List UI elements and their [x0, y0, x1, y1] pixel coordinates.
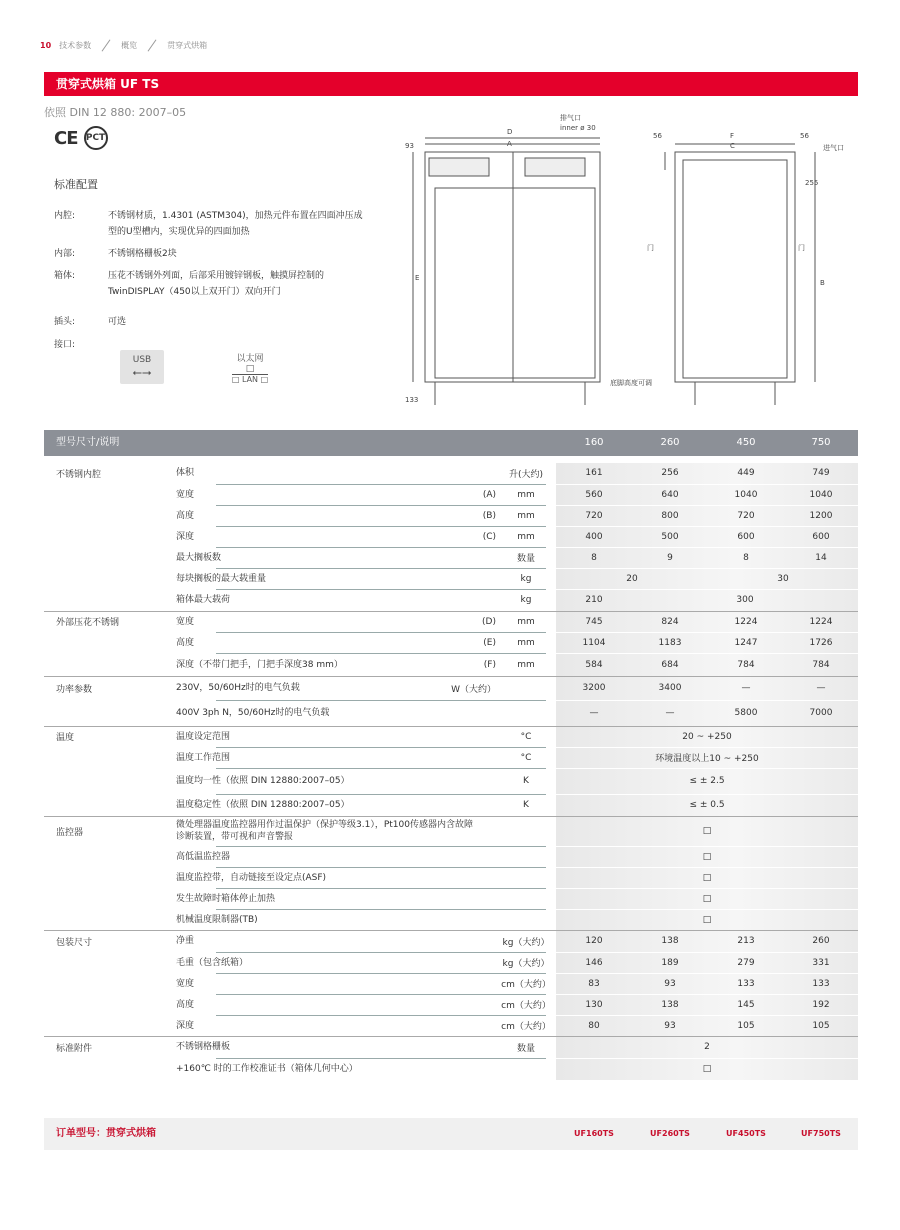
row-value: — — [589, 708, 599, 718]
row-unit: kg — [520, 573, 532, 584]
row-value: 584 — [585, 659, 603, 670]
order-code: UF450TS — [726, 1129, 766, 1138]
row-divider — [44, 726, 858, 727]
row-value: 138 — [661, 936, 679, 946]
row-value: 环境温度以上10 ~ +250 — [655, 754, 759, 764]
table-row — [44, 676, 858, 700]
row-item-label: 温度监控带，自动链接至设定点(ASF) — [176, 872, 327, 883]
row-item-label: 体积 — [176, 468, 195, 478]
row-value: 720 — [585, 510, 603, 521]
row-value: — — [816, 683, 826, 693]
usb-interface — [120, 350, 164, 384]
row-value: 1200 — [809, 510, 833, 521]
row-value: 1224 — [734, 616, 758, 627]
row-divider — [44, 930, 858, 931]
row-item-label: 宽度 — [176, 616, 195, 627]
table-row — [44, 547, 858, 568]
row-item-label: 温度均一性（依照 DIN 12880:2007–05） — [176, 776, 350, 786]
row-divider — [216, 700, 546, 701]
row-divider — [216, 484, 546, 485]
config-value: 压花不锈钢外列面，后部采用镀锌钢板，触摸屏控制的TwinDISPLAY（450以上双开门）双向开门 — [108, 271, 325, 297]
row-item-label: 每块搁板的最大载重量 — [176, 573, 267, 584]
svg-text:B: B — [820, 279, 825, 287]
table-row — [44, 611, 858, 632]
table-row — [44, 888, 858, 909]
config-heading: 标准配置 — [54, 178, 98, 191]
table-row — [44, 700, 858, 726]
exhaust-size-label: inner ø 30 — [560, 124, 596, 132]
row-divider — [216, 952, 546, 953]
table-row — [44, 816, 858, 846]
row-value: 189 — [661, 957, 679, 968]
row-divider — [216, 867, 546, 868]
row-value: 161 — [585, 468, 603, 478]
row-value: □ — [702, 893, 712, 904]
order-code: UF160TS — [574, 1129, 614, 1138]
spec-table — [44, 462, 858, 1112]
config-key: 接口: — [54, 340, 76, 350]
table-row — [44, 794, 858, 816]
table-row — [44, 846, 858, 867]
order-label: 订单型号：贯穿式烘箱 — [56, 1128, 156, 1139]
ethernet-icon: 以太网 □ □ LAN □ — [228, 350, 272, 384]
usb-glyph: ⭠⭢ — [132, 364, 152, 379]
row-divider — [44, 1036, 858, 1037]
row-item-label: 发生故障时箱体停止加热 — [176, 893, 276, 904]
row-divider — [216, 1015, 546, 1016]
breadcrumb-item: 概览 — [121, 41, 138, 50]
row-divider — [216, 547, 546, 548]
svg-text:56: 56 — [653, 132, 662, 140]
row-value: 800 — [661, 510, 679, 521]
row-item-label: 箱体最大载荷 — [176, 595, 231, 605]
svg-text:93: 93 — [405, 142, 414, 150]
svg-text:133: 133 — [405, 396, 419, 404]
row-item-label: 宽度 — [176, 489, 195, 500]
table-row — [44, 568, 858, 589]
config-value: 不锈钢材质，1.4301 (ASTM304)，加热元件布置在四面冲压成型的U型槽内，实现优异的四面加热 — [108, 211, 363, 237]
breadcrumb — [40, 40, 207, 51]
row-unit: cm（大约） — [501, 980, 551, 990]
breadcrumb-separator — [102, 39, 111, 51]
table-row — [44, 952, 858, 973]
svg-text:门: 门 — [798, 244, 805, 252]
row-value: 105 — [737, 1020, 755, 1031]
row-divider — [216, 747, 546, 748]
row-value: 1183 — [658, 637, 682, 648]
row-item-label: 最大搁板数 — [176, 552, 222, 563]
row-value: 260 — [812, 936, 830, 946]
config-key: 内部: — [54, 249, 76, 259]
row-unit: cm（大约） — [501, 1001, 551, 1011]
row-value: 7000 — [809, 708, 833, 718]
row-value: 213 — [737, 936, 755, 946]
svg-text:E: E — [415, 274, 420, 282]
row-unit: kg（大约） — [502, 937, 550, 948]
table-row — [44, 462, 858, 484]
row-value: 93 — [664, 978, 676, 989]
exhaust-label: 排气口 — [560, 114, 581, 122]
table-row — [44, 1015, 858, 1036]
table-row — [44, 726, 858, 747]
table-row — [44, 994, 858, 1015]
side-view-body — [675, 152, 795, 382]
standard-note: 依照 DIN 12 880: 2007–05 — [44, 106, 187, 119]
row-value: 1104 — [582, 637, 606, 648]
row-value: 745 — [585, 616, 603, 627]
row-value: 300 — [736, 595, 754, 605]
table-row — [44, 589, 858, 611]
row-value: 784 — [812, 659, 830, 670]
row-item-label: 毛重（包含纸箱） — [176, 957, 249, 968]
table-row — [44, 1058, 858, 1080]
row-value: 1224 — [809, 616, 833, 627]
row-code: (F) — [483, 659, 496, 670]
row-unit: 数量 — [516, 1043, 535, 1054]
table-row — [44, 930, 858, 952]
breadcrumb-separator — [148, 39, 157, 51]
model-column-450: 450 — [736, 437, 756, 448]
row-item-label: 230V，50/60Hz时的电气负载 — [176, 683, 300, 693]
table-row — [44, 909, 858, 930]
svg-text:C: C — [730, 142, 735, 150]
row-value: — — [741, 683, 751, 693]
row-value: 1726 — [809, 637, 833, 648]
row-value: 784 — [737, 659, 755, 670]
row-value: 1040 — [734, 489, 758, 500]
row-value: 30 — [777, 573, 789, 584]
row-value: 3200 — [582, 683, 606, 693]
intake-label: 进气口 — [823, 144, 844, 152]
row-value: 133 — [737, 978, 755, 989]
row-divider — [216, 568, 546, 569]
row-value: 14 — [815, 552, 827, 563]
config-key: 内腔: — [54, 211, 76, 221]
ce-mark-icon: CE — [54, 127, 78, 149]
table-row — [44, 768, 858, 794]
row-value: ≤ ± 2.5 — [689, 776, 725, 786]
row-value: 3400 — [658, 683, 682, 693]
row-group-label: 不锈钢内腔 — [56, 469, 102, 480]
row-value: 749 — [812, 468, 830, 478]
row-group-label: 监控器 — [56, 827, 84, 838]
row-code: (C) — [482, 531, 496, 542]
row-item-label: 400V 3ph N，50/60Hz时的电气负载 — [176, 708, 330, 718]
row-value: 500 — [661, 531, 679, 542]
row-value: — — [665, 708, 675, 718]
row-item-label: 深度 — [176, 1020, 195, 1031]
row-item-label: 高低温监控器 — [176, 851, 231, 862]
model-column-750: 750 — [811, 437, 831, 448]
technical-drawing — [395, 110, 855, 420]
row-unit: mm — [517, 510, 535, 521]
page-title: 贯穿式烘箱 UF TS — [44, 72, 858, 96]
row-value: 130 — [585, 999, 603, 1010]
row-divider — [216, 632, 546, 633]
row-value: 560 — [585, 489, 603, 500]
table-header-label: 型号尺寸/说明 — [56, 437, 120, 448]
row-divider — [216, 1058, 546, 1059]
breadcrumb-item: 技术参数 — [59, 41, 92, 50]
row-divider — [216, 888, 546, 889]
row-item-label: +160℃ 时的工作校准证书（箱体几何中心） — [176, 1064, 358, 1074]
svg-text:56: 56 — [800, 132, 809, 140]
table-row — [44, 1036, 858, 1058]
row-value: 279 — [737, 957, 755, 968]
row-code: (A) — [482, 489, 496, 500]
row-value: 684 — [661, 659, 679, 670]
row-divider — [44, 676, 858, 677]
row-unit: K — [523, 800, 529, 810]
row-divider — [216, 846, 546, 847]
row-group-label: 外部压花不锈钢 — [56, 618, 120, 628]
row-value: □ — [702, 914, 712, 925]
row-value: 9 — [667, 552, 673, 563]
row-item-label: 高度 — [176, 637, 195, 648]
row-value: □ — [702, 851, 712, 862]
row-value: 400 — [585, 531, 603, 542]
row-value: 256 — [661, 468, 679, 478]
row-item-label: 净重 — [176, 936, 195, 946]
row-divider — [44, 816, 858, 817]
table-row — [44, 632, 858, 653]
row-group-label: 温度 — [56, 733, 75, 743]
row-value: □ — [702, 1064, 712, 1074]
row-unit: °C — [520, 731, 532, 742]
svg-text:A: A — [507, 140, 512, 148]
row-unit: mm — [517, 637, 535, 648]
row-value: 1247 — [734, 637, 758, 648]
table-row — [44, 747, 858, 768]
row-item-label: 机械温度限制器(TB) — [176, 914, 258, 925]
row-value: 93 — [664, 1020, 676, 1031]
row-unit: mm — [517, 531, 535, 542]
order-code: UF260TS — [650, 1129, 690, 1138]
row-divider — [216, 794, 546, 795]
config-value: 可选 — [108, 317, 127, 327]
row-value: 720 — [737, 510, 755, 521]
row-value: 20 — [626, 573, 638, 584]
row-value: 105 — [812, 1020, 830, 1031]
row-value: □ — [702, 826, 712, 836]
row-value: 600 — [812, 531, 830, 542]
row-value: 210 — [585, 595, 603, 605]
row-code: (B) — [482, 510, 496, 521]
row-value: 331 — [812, 957, 830, 968]
table-header — [44, 430, 858, 456]
row-unit: kg — [520, 595, 532, 605]
row-value: 192 — [812, 999, 830, 1010]
row-value: 80 — [588, 1020, 600, 1031]
row-divider — [44, 611, 858, 612]
row-value: 138 — [661, 999, 679, 1010]
table-row — [44, 505, 858, 526]
row-divider — [216, 768, 546, 769]
model-column-260: 260 — [660, 437, 680, 448]
row-unit: 升(大约) — [508, 469, 544, 480]
row-item-label: 深度 — [176, 531, 195, 542]
row-divider — [216, 589, 546, 590]
row-item-label: 不锈钢格栅板 — [176, 1042, 231, 1052]
svg-text:D: D — [507, 128, 513, 136]
row-item-label: 温度工作范围 — [176, 752, 231, 763]
row-divider — [216, 526, 546, 527]
row-value: 824 — [661, 616, 679, 627]
order-code: UF750TS — [801, 1129, 841, 1138]
row-divider — [216, 909, 546, 910]
usb-icon: USB ⭠⭢ — [120, 350, 164, 384]
row-value: 2 — [704, 1042, 710, 1052]
table-row — [44, 484, 858, 505]
certification-marks — [54, 126, 108, 150]
pct-mark-icon: PCT — [84, 126, 108, 150]
row-value: 146 — [585, 957, 603, 968]
page-number: 10 — [40, 41, 52, 50]
config-key: 箱体: — [54, 271, 76, 281]
row-item-label: 宽度 — [176, 978, 195, 989]
row-item-label: 高度 — [176, 999, 195, 1010]
order-row — [44, 1118, 858, 1150]
row-unit: mm — [517, 659, 535, 670]
row-value: 8 — [743, 552, 749, 563]
row-code: W（大约） — [451, 684, 496, 695]
row-value: 600 — [737, 531, 755, 542]
config-value: 不锈钢格栅板2块 — [108, 249, 177, 259]
row-item-label: 微处理器温度监控器用作过温保护（保护等级3.1），Pt100传感器内含故障诊断装置，带可视和声音警报 — [176, 820, 473, 842]
row-item-label: 温度设定范围 — [176, 731, 231, 742]
row-code: (D) — [482, 616, 496, 627]
row-unit: K — [523, 776, 529, 786]
row-unit: mm — [517, 616, 535, 627]
row-value: 120 — [585, 936, 603, 946]
model-column-160: 160 — [584, 437, 604, 448]
table-row — [44, 526, 858, 547]
table-row — [44, 867, 858, 888]
row-group-label: 包装尺寸 — [56, 937, 93, 948]
row-item-label: 深度（不带门把手，门把手深度38 mm） — [176, 659, 343, 670]
row-unit: 数量 — [516, 554, 535, 564]
row-value: 133 — [812, 978, 830, 989]
foot-note: 底脚高度可调 — [610, 379, 652, 387]
row-group-label: 功率参数 — [56, 684, 93, 695]
svg-text:255: 255 — [805, 179, 819, 187]
row-value: 449 — [737, 468, 755, 478]
row-value: □ — [702, 872, 712, 883]
row-unit: °C — [520, 752, 532, 763]
row-unit: mm — [517, 489, 535, 500]
row-group-label: 标准附件 — [56, 1043, 93, 1054]
row-value: 5800 — [734, 708, 758, 718]
row-value: 20 ~ +250 — [682, 731, 732, 742]
row-value: 640 — [661, 489, 679, 500]
row-divider — [216, 973, 546, 974]
svg-text:门: 门 — [647, 244, 654, 252]
config-key: 插头: — [54, 317, 76, 327]
row-divider — [216, 994, 546, 995]
row-unit: kg（大约） — [502, 959, 550, 969]
row-item-label: 温度稳定性（依照 DIN 12880:2007–05） — [176, 800, 350, 810]
row-item-label: 高度 — [176, 510, 195, 521]
row-value: ≤ ± 0.5 — [689, 800, 725, 810]
row-code: (E) — [483, 637, 496, 648]
row-value: 8 — [591, 552, 597, 563]
svg-text:F: F — [730, 132, 735, 140]
row-value: 83 — [588, 978, 600, 989]
row-divider — [216, 505, 546, 506]
row-value: 145 — [737, 999, 755, 1010]
breadcrumb-item: 贯穿式烘箱 — [167, 41, 208, 50]
row-value: 1040 — [809, 489, 833, 500]
table-row — [44, 973, 858, 994]
row-unit: cm（大约） — [501, 1022, 551, 1032]
row-divider — [216, 653, 546, 654]
table-row — [44, 653, 858, 676]
ethernet-interface — [228, 350, 272, 384]
